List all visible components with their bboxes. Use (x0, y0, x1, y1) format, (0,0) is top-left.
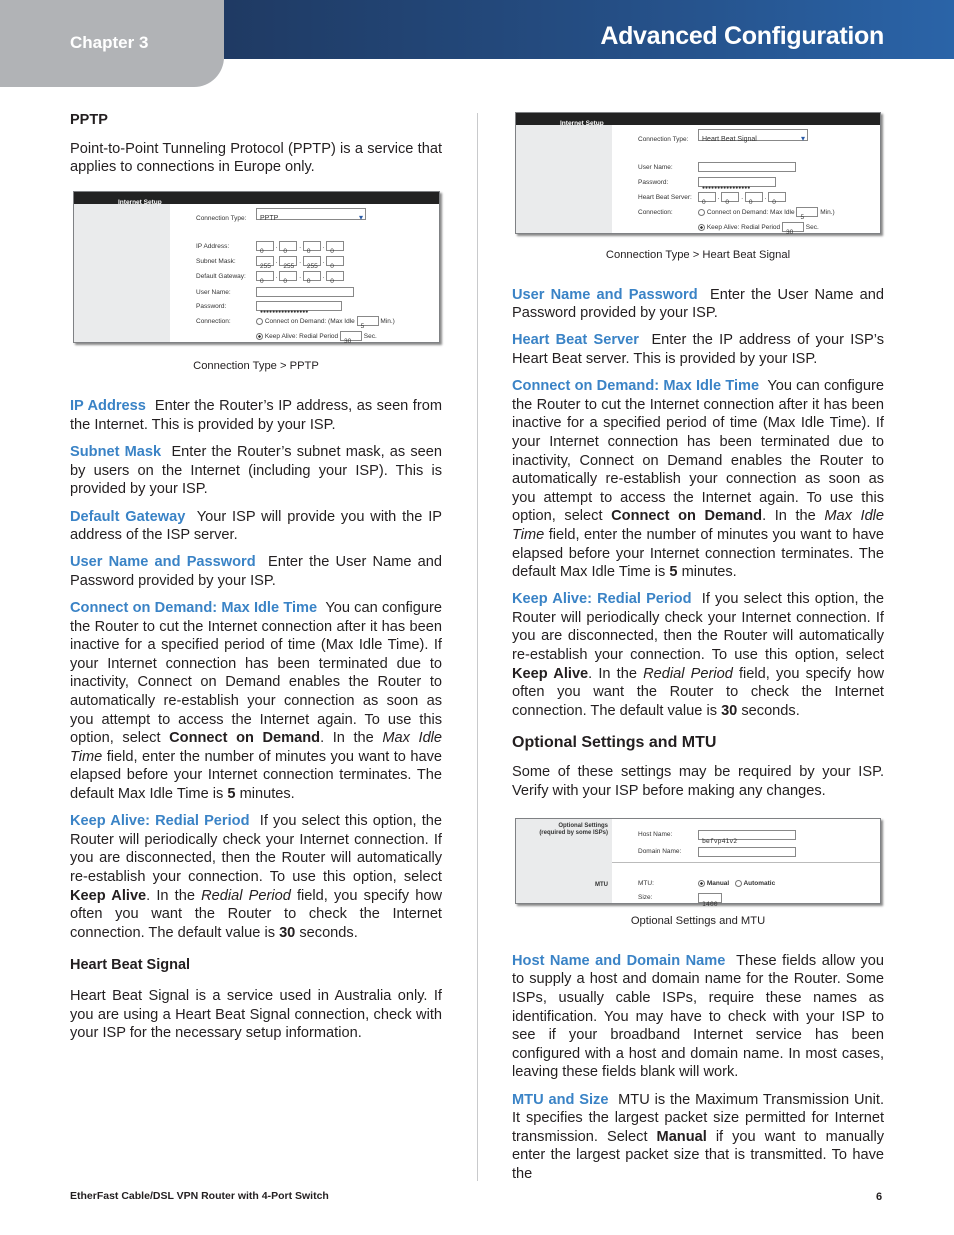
gateway-term: Default Gateway (70, 508, 186, 525)
r-cod-default: 5 (669, 564, 678, 581)
r-ka-italic: Redial Period (643, 665, 733, 682)
opt-heading: Optional Settings and MTU (512, 734, 717, 752)
r-hbs-term: Heart Beat Server (512, 332, 639, 349)
r-hbs-paragraph (512, 331, 884, 368)
ip-term: IP Address (70, 398, 146, 415)
fig2-hb-label: Heart Beat Server: (638, 194, 692, 201)
fig1-subnet-4[interactable]: 0 (326, 256, 344, 266)
ka-text-1: If you select this option, the Router will periodically check your Internet connection. If you are disconnected, then the Router will automatically re-establish your connection. To use this option, select (70, 813, 442, 885)
fig1-conn-select[interactable]: PPTP ▾ (256, 208, 366, 220)
fig3-auto-label: Automatic (743, 880, 776, 888)
r-cod-text-1: You can configure the Router to cut the Internet connection after it has been inactive for a specified period of time (Max Idle Time). If your Internet connection has been terminated due to inactivity, Connect on Demand enables the Router to automatically re-establish your connection as soon as you attempt to access the Internet again. To use this option, select (512, 378, 884, 525)
fig3-manual-label: Manual (706, 880, 730, 888)
ka-term: Keep Alive: Redial Period (70, 813, 250, 830)
footer-product: EtherFast Cable/DSL VPN Router with 4-Port Switch (70, 1190, 329, 1202)
heartbeat-screenshot: Internet Setup Connection Type: Heart Beat Signal ▾ User Name: Password:●●●●●●●●●●●●●●●● Heart Beat Server:0 . 0 . 0 . 0 Connection: Connect on Demand: Max Idle 5 Min.) Keep Alive: Redial Period 30 Sec. (515, 112, 881, 234)
fig3-domain-input[interactable] (698, 847, 796, 857)
chapter-label: Chapter 3 (70, 33, 149, 52)
ip-paragraph (70, 397, 442, 434)
cod-text-2: . In the (320, 730, 374, 747)
fig1-subnet-label: Subnet Mask: (196, 257, 236, 265)
fig2-sec-label: Sec. (805, 224, 819, 231)
fig1-subnet-3[interactable]: 255 (303, 256, 321, 266)
subnet-paragraph (70, 443, 442, 499)
mtu-paragraph (512, 1091, 884, 1184)
fig1-caption: Connection Type > PPTP (193, 359, 319, 372)
fig2-hb-3[interactable]: 0 (745, 192, 763, 202)
pptp-screenshot: Internet Setup Connection Type: PPTP ▾ IP Address:0 . 0 . 0 . 0 Subnet Mask:255 . 255 . 255 . 0 Default Gateway:0 . 0 . 0 . 0 User Name: Password:●●●●●●●●●●●●●●●● Connection: Connect on Demand: (Max Idle 5 Min.) Keep Alive: Redial Period 30 Sec. (73, 191, 440, 343)
cod-paragraph (70, 599, 442, 804)
fig1-sec-label: Sec. (363, 332, 377, 340)
fig3-radio-auto[interactable] (735, 880, 742, 887)
footer-page-number: 6 (876, 1191, 883, 1203)
r-cod-term: Connect on Demand: Max Idle Time (512, 378, 760, 395)
r-cod-paragraph (512, 377, 884, 582)
r-ka-text-1: If you select this option, the Router will periodically check your Internet connection. If you are disconnected, then the Router will automatically re-establish your connection. To use this option, select (512, 591, 884, 664)
host-paragraph (512, 952, 884, 1082)
fig1-side-title: Internet Setup (74, 192, 170, 204)
fig1-gw-3[interactable]: 0 (303, 271, 321, 281)
fig2-hb-1[interactable]: 0 (698, 192, 716, 202)
fig2-redial-input[interactable]: 30 (782, 222, 804, 232)
subnet-term: Subnet Mask (70, 444, 162, 461)
ka-default: 30 (279, 924, 296, 941)
page-title: Advanced Configuration (600, 22, 884, 50)
gateway-paragraph (70, 508, 442, 545)
fig3-host-label: Host Name: (638, 831, 673, 839)
r-cod-bold: Connect on Demand (611, 508, 763, 525)
fig2-hb-2[interactable]: 0 (721, 192, 739, 202)
fig2-caption: Connection Type > Heart Beat Signal (605, 249, 791, 261)
fig3-domain-label: Domain Name: (638, 848, 682, 856)
fig2-radio-demand[interactable] (698, 209, 705, 216)
r-ka-bold: Keep Alive (512, 665, 589, 682)
left-column (70, 111, 442, 1051)
fig2-conn-label: Connection Type: (638, 136, 689, 143)
r-user-paragraph (512, 286, 884, 323)
r-ka-text-2: . In the (588, 665, 637, 682)
mtu-term: MTU and Size (512, 1091, 609, 1108)
fig1-radio-demand[interactable] (256, 318, 263, 325)
r-cod-text-2: . In the (762, 508, 816, 525)
fig1-pass-label: Password: (196, 302, 227, 310)
cod-italic: Max Idle Time (70, 730, 443, 765)
r-ka-text-3: field, you specify how often you want the Router to check the Internet connection. The default value is (512, 665, 884, 719)
cod-text-1: You can configure the Router to cut the Internet connection after it has been inactive for a specified period of time (Max Idle Time). If your Internet connection has been terminated due to inactivity, Connect on Demand enables the Router to automatically re-establish your connection as soon as you attempt to access the Internet again. To use this option, select (70, 600, 442, 747)
ka-text-2: . In the (146, 887, 195, 904)
fig3-mtu-side: MTU (595, 882, 608, 889)
ka-italic: Redial Period (201, 887, 291, 904)
fig3-size-label: Size: (638, 894, 653, 902)
fig1-user-label: User Name: (196, 288, 231, 296)
fig1-ip-3[interactable]: 0 (303, 241, 321, 251)
gateway-text: Your ISP will provide you with the IP address of the ISP server. (70, 508, 442, 544)
r-ka-term: Keep Alive: Redial Period (512, 591, 692, 608)
fig1-pass-input[interactable]: ●●●●●●●●●●●●●●●● (256, 301, 342, 311)
r-cod-text-4: minutes. (681, 564, 737, 581)
fig1-ip-label: IP Address: (196, 242, 230, 250)
fig1-user-input[interactable] (256, 287, 354, 297)
r-user-term: User Name and Password (512, 286, 698, 303)
fig2-keepalive-label: Keep Alive: Redial Period (706, 224, 781, 231)
fig1-connection-label: Connection: (196, 317, 231, 325)
column-divider (477, 113, 478, 1181)
fig3-caption: Optional Settings and MTU (630, 915, 766, 928)
r-ka-default: 30 (721, 702, 738, 719)
fig2-connection-label: Connection: (638, 209, 673, 216)
r-ka-paragraph (512, 590, 884, 720)
pptp-heading: PPTP (70, 112, 108, 128)
fig2-idle-input[interactable]: 5 (796, 207, 818, 217)
fig1-keepalive-label: Keep Alive: Redial Period (264, 332, 339, 340)
fig3-side-title-2: (required by some ISPs) (539, 830, 608, 837)
opt-intro: Some of these settings may be required by your ISP. Verify with your ISP before making any changes. (512, 764, 884, 799)
header-bar (224, 0, 954, 59)
fig2-demand-label: Connect on Demand: Max Idle (706, 209, 795, 216)
user-paragraph (70, 553, 442, 590)
fig2-side-title: Internet Setup (516, 113, 612, 125)
fig2-radio-keepalive[interactable] (698, 224, 705, 231)
fig2-conn-select[interactable]: Heart Beat Signal ▾ (698, 129, 808, 141)
fig2-user-label: User Name: (638, 164, 673, 171)
fig1-subnet-2[interactable]: 255 (279, 256, 297, 266)
ka-bold: Keep Alive (70, 887, 147, 904)
host-term: Host Name and Domain Name (512, 952, 726, 969)
fig1-demand-label: Connect on Demand: (Max Idle (264, 317, 355, 325)
fig3-side-title-1: Optional Settings (558, 823, 608, 830)
r-cod-italic: Max Idle Time (512, 508, 885, 543)
fig3-radio-manual[interactable] (698, 880, 705, 887)
fig3-size-input[interactable]: 1400 (698, 893, 722, 903)
fig1-gw-1[interactable]: 0 (256, 271, 274, 281)
mtu-bold: Manual (656, 1128, 707, 1145)
ka-paragraph (70, 812, 442, 942)
fig1-conn-label: Connection Type: (196, 214, 247, 222)
cod-term: Connect on Demand: Max Idle Time (70, 600, 318, 617)
fig3-mtu-label: MTU: (638, 880, 654, 888)
fig2-pass-label: Password: (638, 179, 669, 186)
fig2-min-label: Min.) (820, 209, 835, 216)
mtu-text-2: if you want to manually enter the largest packet size that is transmitted. To have the (512, 1128, 884, 1182)
chapter-tab (0, 0, 224, 87)
cod-bold: Connect on Demand (169, 730, 321, 747)
fig1-idle-input[interactable]: 5 (357, 316, 379, 326)
fig3-host-input[interactable]: befvp41v2 (698, 830, 796, 840)
r-user-text: Enter the User Name and Password provided by your ISP. (512, 286, 884, 322)
fig1-gw-4[interactable]: 0 (326, 271, 344, 281)
mtu-text-1: MTU is the Maximum Transmission Unit. It specifies the largest packet size permitted for Internet transmission. Select (512, 1091, 884, 1145)
fig2-hb-4[interactable]: 0 (768, 192, 786, 202)
r-ka-text-4: seconds. (741, 702, 800, 719)
ip-text: Enter the Router’s IP address, as seen from the Internet. This is provided by your ISP. (70, 398, 442, 433)
fig2-user-input[interactable] (698, 162, 796, 172)
user-term: User Name and Password (70, 554, 256, 571)
fig2-pass-input[interactable]: ●●●●●●●●●●●●●●●● (698, 177, 776, 187)
cod-default: 5 (227, 786, 236, 803)
r-cod-text-3: field, enter the number of minutes you want to have elapsed before your Internet connection terminates. The default Max Idle Time is (512, 526, 884, 581)
hbs-heading: Heart Beat Signal (70, 957, 191, 974)
fig1-subnet-1[interactable]: 255 (256, 256, 274, 266)
hbs-paragraph: Heart Beat Signal is a service used in Australia only. If you are using a Heart Beat Signal connection, check with your ISP for the necessary setup information. (70, 987, 442, 1042)
pptp-intro: Point-to-Point Tunneling Protocol (PPTP) is a service that applies to connections in Europe only. (70, 140, 442, 176)
fig1-gw-2[interactable]: 0 (279, 271, 297, 281)
fig1-min-label: Min.) (380, 317, 395, 325)
right-column (512, 112, 884, 1192)
fig1-gateway-label: Default Gateway: (196, 272, 246, 280)
user-text: Enter the User Name and Password provided by your ISP. (70, 554, 442, 589)
optional-settings-screenshot (515, 818, 881, 908)
ka-text-3: field, you specify how often you want the Router to check the Internet connection. The default value is (70, 887, 442, 941)
r-hbs-text: Enter the IP address of your ISP’s Heart Beat server. This is provided by your ISP. (512, 332, 884, 367)
cod-text-4: minutes. (239, 786, 295, 803)
fig1-ip-1[interactable]: 0 (256, 241, 274, 251)
fig1-radio-keepalive[interactable] (256, 333, 263, 340)
ka-text-4: seconds. (299, 924, 358, 941)
cod-text-3: field, enter the number of minutes you want to have elapsed before your Internet connection terminates. The default Max Idle Time is (70, 748, 442, 803)
subnet-text: Enter the Router’s subnet mask, as seen by users on the Internet (including your ISP). This is provided by your ISP. (70, 444, 443, 498)
fig1-ip-4[interactable]: 0 (326, 241, 344, 251)
host-text: These fields allow you to supply a host and domain name for the Router. Some ISPs, usually cable ISPs, require these names as identification. You may have to check with your ISP to see if your broadband Internet service has been configured with a host and domain name. In most cases, leaving these fields blank will work. (512, 952, 884, 1081)
fig1-ip-2[interactable]: 0 (279, 241, 297, 251)
fig1-redial-input[interactable]: 30 (340, 331, 362, 341)
